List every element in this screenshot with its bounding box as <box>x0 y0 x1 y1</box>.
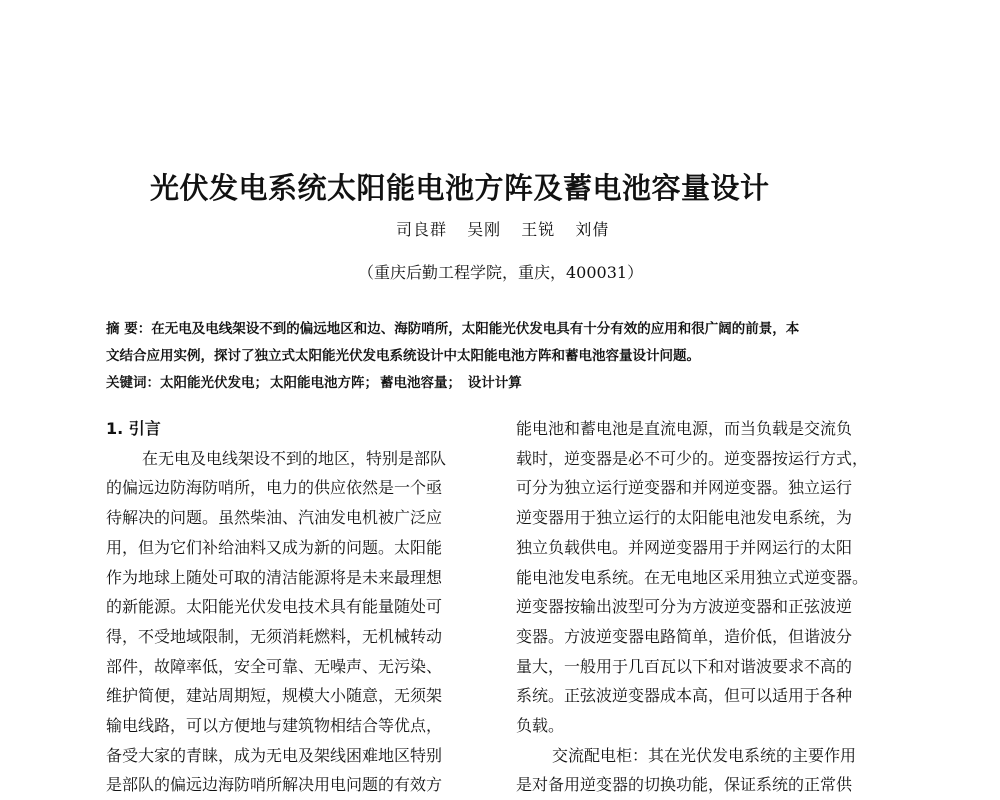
abstract-line: 文结合应用实例，探讨了独立式太阳能光伏发电系统设计中太阳能电池方阵和蓄电池容量设计问题。 <box>106 348 700 364</box>
body-line: 的新能源。太阳能光伏发电技术具有能量随处可 <box>106 597 443 617</box>
body-line: 待解决的问题。虽然柴油、汽油发电机被广泛应 <box>106 508 443 528</box>
affiliation: （重庆后勤工程学院，重庆，400031） <box>358 263 644 282</box>
body-line: 作为地球上随处可取的清洁能源将是未来最理想 <box>106 567 443 587</box>
author-name: 刘倩 <box>575 220 610 239</box>
keywords-label: 关键词： <box>106 375 160 391</box>
body-line: 在无电及电线架设不到的地区，特别是部队 <box>142 448 447 468</box>
keywords-line <box>106 370 896 397</box>
body-line: 载时，逆变器是必不可少的。逆变器按运行方式， <box>516 448 869 468</box>
body-line: 负载。 <box>516 716 565 736</box>
body-line: 能电池和蓄电池是直流电源，而当负载是交流负 <box>516 419 853 438</box>
keyword: 蓄电池容量； <box>380 375 461 391</box>
author-name: 司良群 <box>396 220 448 239</box>
abstract-label: 摘 要： <box>106 321 152 337</box>
body-line: 逆变器按输出波型可分为方波逆变器和正弦波逆 <box>516 597 853 617</box>
body-line: 得，不受地域限制，无须消耗燃料，无机械转动 <box>106 626 443 646</box>
author-list <box>396 217 623 240</box>
abstract-block <box>106 316 896 397</box>
keyword: 太阳能光伏发电； <box>160 375 268 391</box>
body-line: 量大，一般用于几百瓦以下和对谐波要求不高的 <box>516 656 853 676</box>
body-line: 是对备用逆变器的切换功能，保证系统的正常供 <box>516 775 853 795</box>
body-line: 系统。正弦波逆变器成本高，但可以适用于各种 <box>516 686 853 706</box>
abstract-text: 在无电及电线架设不到的偏远地区和边、海防哨所，太阳能光伏发电具有十分有效的应用和很广阔的前景，本 <box>151 321 800 337</box>
keyword: 设计计算 <box>467 375 522 391</box>
paper-title: 光伏发电系统太阳能电池方阵及蓄电池容量设计 <box>150 171 770 205</box>
abstract-line <box>106 316 896 343</box>
section-heading: 1. 引言 <box>106 419 161 438</box>
keyword: 太阳能电池方阵； <box>270 375 378 391</box>
body-line: 独立负载供电。并网逆变器用于并网运行的太阳 <box>516 537 853 557</box>
body-line: 是部队的偏远边海防哨所解决用电问题的有效方 <box>106 775 443 795</box>
body-line: 能电池发电系统。在无电地区采用独立式逆变器。 <box>516 567 869 587</box>
body-line: 变器。方波逆变器电路简单，造价低，但谐波分 <box>516 626 853 646</box>
author-name: 吴刚 <box>467 220 502 239</box>
body-line: 备受大家的青睐，成为无电及架线困难地区特别 <box>106 745 443 765</box>
right-column <box>516 414 894 800</box>
body-line: 输电线路，可以方便地与建筑物相结合等优点， <box>106 716 443 736</box>
body-line: 的偏远边防海防哨所，电力的供应依然是一个亟 <box>106 478 443 498</box>
left-column <box>106 414 484 800</box>
author-name: 王锐 <box>521 220 556 239</box>
body-line: 部件，故障率低，安全可靠、无噪声、无污染、 <box>106 656 443 676</box>
body-line: 可分为独立运行逆变器和并网逆变器。独立运行 <box>516 478 853 498</box>
body-line: 维护简便，建站周期短，规模大小随意，无须架 <box>106 686 443 706</box>
body-line: 用，但为它们补给油料又成为新的问题。太阳能 <box>106 537 443 557</box>
body-line: 逆变器用于独立运行的太阳能电池发电系统，为 <box>516 508 853 528</box>
body-line: 交流配电柜：其在光伏发电系统的主要作用 <box>552 745 857 765</box>
